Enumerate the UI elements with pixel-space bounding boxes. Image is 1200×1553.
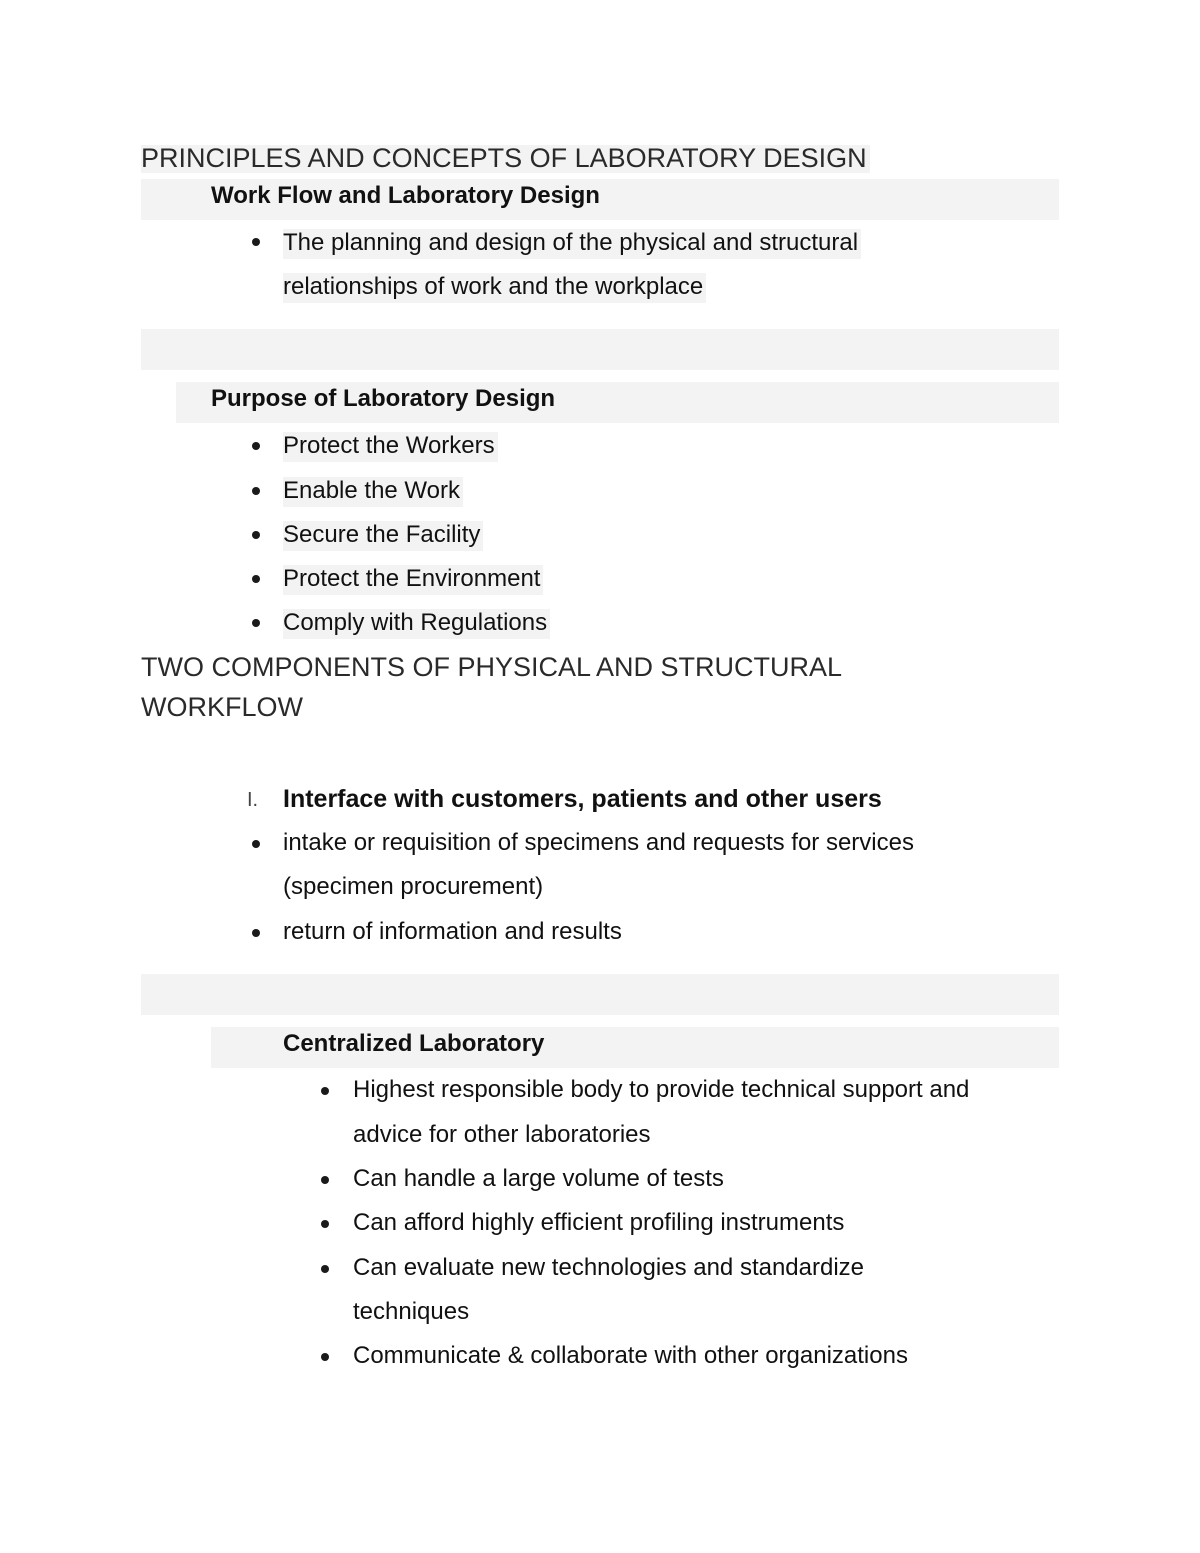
bullet-icon [252,929,260,937]
purpose-item: Protect the Workers [283,432,498,462]
bullet-icon [252,531,260,539]
empty-band [141,974,1059,1015]
centralized-item1-line2: advice for other laboratories [353,1121,651,1148]
bullet-icon [321,1087,329,1095]
purpose-item: Protect the Environment [283,565,543,595]
bullet-icon [252,442,260,450]
bullet-icon [252,575,260,583]
bullet-icon [321,1220,329,1228]
centralized-item5: Communicate & collaborate with other organizations [353,1342,908,1369]
workflow-bullet-line1: The planning and design of the physical and structural [283,229,861,259]
bullet-icon [252,487,260,495]
components-item2: return of information and results [283,918,622,945]
purpose-heading: Purpose of Laboratory Design [211,385,556,412]
bullet-icon [252,619,260,627]
bullet-icon [321,1176,329,1184]
centralized-item3: Can afford highly efficient profiling instruments [353,1209,845,1236]
document-title: PRINCIPLES AND CONCEPTS OF LABORATORY DESIGN [141,145,870,173]
bullet-icon [252,238,260,246]
centralized-item4-line1: Can evaluate new technologies and standardize [353,1254,865,1281]
centralized-item4-line2: techniques [353,1298,470,1325]
empty-band [141,329,1059,370]
components-heading-line1: TWO COMPONENTS OF PHYSICAL AND STRUCTURAL [141,652,843,682]
components-item1-line2: (specimen procurement) [283,873,544,900]
bullet-icon [321,1265,329,1273]
workflow-heading: Work Flow and Laboratory Design [211,182,600,209]
workflow-bullet-line2: relationships of work and the workplace [283,273,706,303]
centralized-heading: Centralized Laboratory [283,1030,545,1057]
list-numeral: I. [247,789,259,811]
bullet-icon [321,1353,329,1361]
components-item1-line1: intake or requisition of specimens and requests for services [283,829,914,856]
purpose-item: Secure the Facility [283,521,483,551]
purpose-item: Enable the Work [283,477,463,507]
centralized-item1-line1: Highest responsible body to provide technical support and [353,1076,970,1103]
purpose-item: Comply with Regulations [283,609,550,639]
components-subheading: Interface with customers, patients and other users [283,785,882,813]
components-heading-line2: WORKFLOW [141,692,303,722]
bullet-icon [252,840,260,848]
centralized-item2: Can handle a large volume of tests [353,1165,724,1192]
